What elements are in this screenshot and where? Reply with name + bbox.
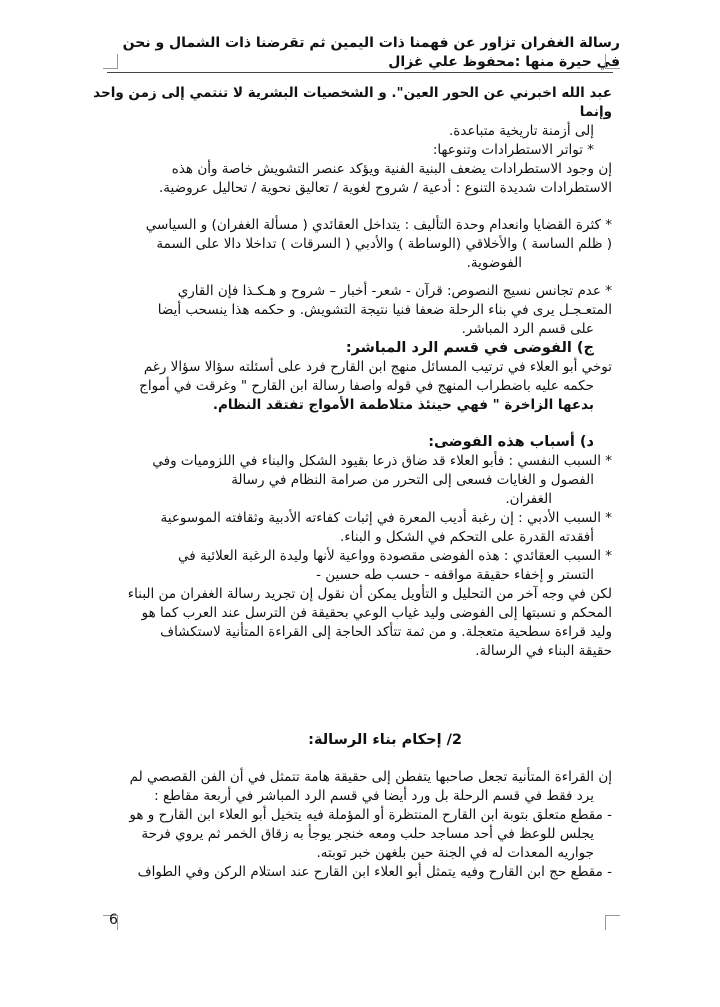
text-line: يجلس للوعظ في أحد مساجد حلب ومعه خنجر يوجأ به زقاق الخمر ثم يروي فرحة <box>141 826 594 842</box>
text-line: عبد الله اخبرني عن الحور العين". و الشخصيات البشرية لا تنتمي إلى زمن واحد وإنما <box>93 85 612 120</box>
text-line: حكمه عليه باضطراب المنهج في قوله واصفا رسالة ابن القارح " وغرقت في أمواج <box>139 378 594 394</box>
text-line: * السبب العقائدي : هذه الفوضى مقصودة وواعية لأنها وليدة الرغبة العلائية في <box>178 548 612 564</box>
list-bullet-heading: * تواتر الاستطرادات وتنوعها: <box>432 142 594 158</box>
crop-mark-top-right <box>605 54 620 69</box>
text-line: الاستطرادات شديدة التنوع : أدعية / شروح لغوية / تعاليق نحوية / تحاليل عروضية. <box>159 180 612 196</box>
text-line: وليد قراءة سطحية متعجلة. و من ثمة تتأكد الحاجة إلى القراءة المتأنية لاستكشاف <box>160 624 612 640</box>
text-line: جواريه المعدات له في الجنة حين بلغهن خبر توبته. <box>316 845 594 861</box>
crop-mark-top-left <box>103 54 118 69</box>
text-line: لكن في وجه آخر من التحليل و التأويل يمكن أن نقول إن تجريد رسالة الغفران من البناء <box>127 586 612 602</box>
spacer <box>92 750 612 768</box>
spacer <box>92 273 612 282</box>
document-body <box>92 84 612 882</box>
section-heading: 2/ إحكام بناء الرسالة: <box>308 732 462 748</box>
page-number: 6 <box>109 912 118 928</box>
running-header: رسالة الغفران تزاور عن فهمنا ذات اليمين ثم تقرضنا ذات الشمال و نحن في حيرة منها :محفوظ علي غزال <box>122 35 620 70</box>
text-line: إن وجود الاستطرادات يضعف البنية الفنية ويؤكد عنصر التشويش خاصة وأن هذه <box>171 161 612 177</box>
text-line: * عدم تجانس نسيج النصوص: قرآن - شعر- أخبار – شروح و هـكـذا فإن القاري <box>177 283 612 299</box>
text-line: إن القراءة المتأنية تجعل صاحبها يتفطن إلى حقيقة هامة تتمثل في أن الفن القصصي لم <box>129 769 612 785</box>
header-rule <box>107 72 613 73</box>
section-heading: د) أسباب هذه الفوضى: <box>428 434 594 450</box>
section-heading: ج) الفوضى في قسم الرد المباشر: <box>345 340 594 356</box>
text-line: بدعها الزاخرة " فهي حينئذ متلاطمة الأمواج تفتقد النظام. <box>212 397 594 413</box>
text-line: على قسم الرد المباشر. <box>461 321 594 337</box>
text-line: - مقطع متعلق بتوبة ابن القارح المنتظرة أو المؤملة فيه يتخيل أبو العلاء ابن القارح و هو <box>129 807 612 823</box>
crop-mark-bottom-right <box>605 915 620 930</box>
text-line: الغفران. <box>505 491 552 507</box>
text-line: الفوضوية. <box>466 255 522 271</box>
text-line: يرد فقط في قسم الرحلة بل ورد أيضا في قسم الرد المباشر في أربعة مقاطع : <box>154 788 594 804</box>
text-line: حقيقة البناء في الرسالة. <box>475 643 612 659</box>
text-line: * السبب الأدبي : إن رغبة أديب المعرة في إثبات كفاءته الأدبية وثقافته الموسوعية <box>160 510 612 526</box>
spacer <box>92 415 612 433</box>
text-line: المتعـجـل يرى في بناء الرحلة ضعفا فنيا نتيجة التشويش. و حكمه هذا ينسحب أيضا <box>157 302 612 318</box>
text-line: ( ظلم الساسة ) والأخلاقي (الوساطة ) والأدبي ( السرقات ) تداخلا دالا على السمة <box>156 236 612 252</box>
text-line: التستر و إخفاء حقيقة مواقفه - حسب طه حسين - <box>316 567 594 583</box>
spacer <box>92 661 612 731</box>
text-line: المحكم و نسبتها إلى الفوضى وليد غياب الوعي بحقيقة فن الترسل عند العرب كما هو <box>141 605 612 621</box>
text-line: أفقدته القدرة على التحكم في الشكل و البناء. <box>340 529 594 545</box>
text-line: * السبب النفسي : فأبو العلاء قد ضاق ذرعا بقيود الشكل والبناء في اللزوميات وفي <box>152 453 612 469</box>
text-line: * كثرة القضايا وانعدام وحدة التأليف : يتداخل العقائدي ( مسألة الغفران) و السياسي <box>145 217 612 233</box>
text-line: الفصول و الغايات فسعى إلى التحرر من صرامة النظام في رسالة <box>231 472 594 488</box>
text-line: توخي أبو العلاء في ترتيب المسائل منهج ابن القارح فرد على أسئلته سؤالا سؤالا رغم <box>143 359 612 375</box>
text-line: - مقطع حج ابن القارح وفيه يتمثل أبو العلاء ابن القارح عند استلام الركن وفي الطواف <box>137 864 612 880</box>
text-line: إلى أزمنة تاريخية متباعدة. <box>449 123 594 139</box>
spacer <box>92 198 612 216</box>
